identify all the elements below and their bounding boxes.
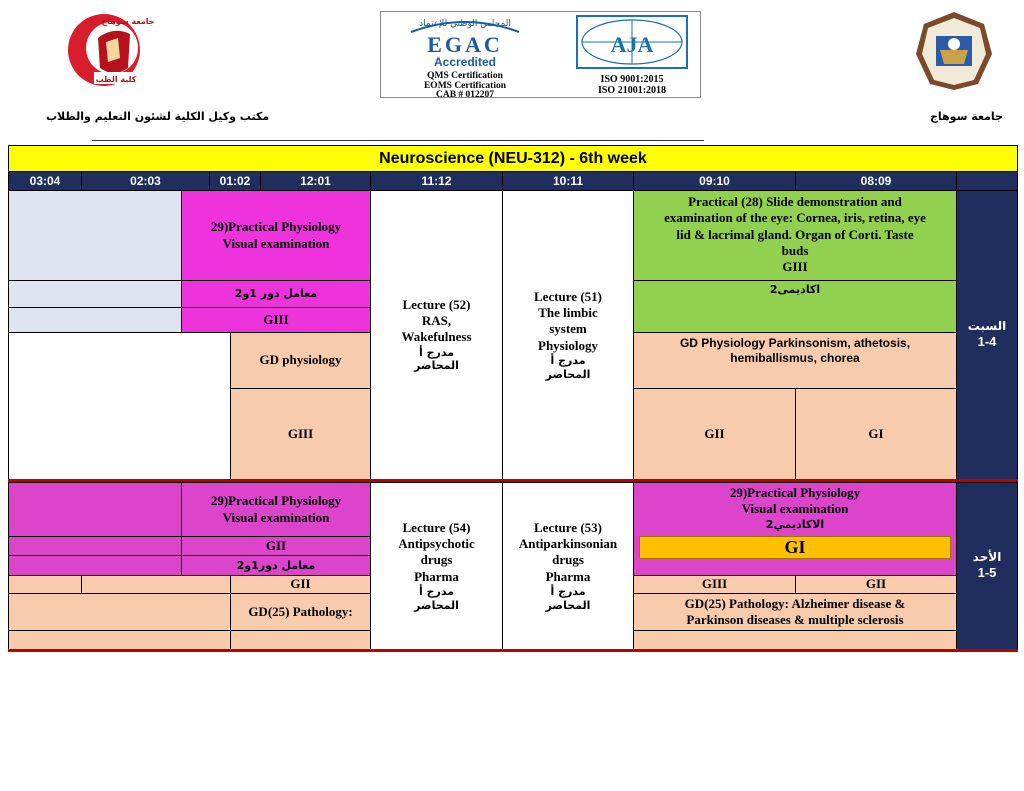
svg-text:ISO 21001:2018: ISO 21001:2018: [597, 85, 667, 96]
d2-gii-right: GII: [795, 575, 957, 594]
svg-text:EOMS Certification: EOMS Certification: [423, 81, 507, 91]
d2-gd-pathology: GD(25) Pathology:: [230, 593, 371, 631]
lecture-54-title: Lecture (54): [402, 519, 471, 535]
d1-practical-visual: 29)Practical Physiology Visual examination: [181, 190, 371, 281]
svg-text:جامعة سوهاج: جامعة سوهاج: [101, 17, 155, 26]
lecture-52-line3: Wakefulness: [401, 329, 472, 345]
lecture-52-hall-2: المحاضر: [414, 359, 459, 373]
d2-gi-bar: GI: [639, 536, 951, 559]
lecture-52-line2: RAS,: [421, 313, 452, 329]
time-03-04: 03:04: [8, 171, 82, 191]
lecture-54-line4: Pharma: [414, 568, 459, 584]
practical-28-line1: Practical (28) Slide demonstration and: [688, 194, 902, 209]
d1-gi: GI: [795, 388, 957, 480]
d2-gd-alz-line1: GD(25) Pathology: Alzheimer disease &: [684, 595, 906, 611]
practical-28-line3: lid & lacrimal gland. Organ of Corti. Taste: [676, 226, 914, 242]
d2-practical-visual-right: [633, 482, 957, 576]
svg-text:CAB # 012207: CAB # 012207: [435, 90, 495, 97]
day-saturday: [956, 190, 1018, 480]
lecture-54-hall: مدرج أ: [418, 584, 455, 598]
lecture-54-line3: drugs: [420, 552, 453, 568]
d2-gii-visual: GII: [181, 536, 371, 556]
timetable-title: Neuroscience (NEU-312) - 6th week: [8, 145, 1018, 172]
time-11-12: 11:12: [370, 171, 503, 191]
d2-gd-alzheimer: [633, 593, 957, 631]
d1-gd-physiology: GD physiology: [230, 332, 371, 389]
lecture-51-hall-2: المحاضر: [545, 367, 591, 381]
time-08-09: 08:09: [795, 171, 957, 191]
lecture-53-title: Lecture (53): [534, 519, 602, 535]
svg-text:كلية الطب: كلية الطب: [95, 75, 137, 84]
lecture-51-hall: مدرج أ: [550, 353, 586, 367]
lecture-53-line2: Antiparkinsonian: [518, 536, 618, 551]
day-sunday-name: الأحد: [972, 550, 1002, 565]
d2-prac-right-line2: Visual examination: [741, 501, 849, 517]
d2-empty-left-2: [8, 536, 182, 556]
d1-gd-parkinson: GD Physiology Parkinsonism, athetosis, hemiballismus, chorea: [633, 332, 957, 389]
lecture-54-hall-2: المحاضر: [414, 598, 459, 612]
lecture-53-line3: drugs: [552, 552, 584, 568]
d1-empty-left-2: [8, 280, 182, 308]
vice-dean-office: مكتب وكيل الكلية لشئون التعليم والطلاب: [46, 110, 270, 123]
lecture-51-title: Lecture (51): [534, 288, 602, 304]
d2-prac-right-line1: 29)Practical Physiology: [729, 485, 861, 500]
lecture-51-line2: The limbic: [538, 305, 598, 320]
d2-empty-peach-2: [81, 575, 231, 594]
lecture-53-hall: مدرج أ: [550, 584, 586, 598]
time-10-11: 10:11: [502, 171, 634, 191]
d2-empty-left-top: [8, 482, 182, 537]
day-saturday-name: السبت: [967, 319, 1007, 334]
d1-gii: GII: [633, 388, 796, 480]
day-sunday: [956, 482, 1018, 650]
d2-giii: GIII: [633, 575, 796, 594]
practical-28-line4: buds: [781, 242, 809, 258]
svg-text:AJA: AJA: [610, 32, 654, 57]
time-02-03: 02:03: [81, 171, 210, 191]
svg-text:QMS Certification: QMS Certification: [427, 71, 503, 81]
lecture-51-line3: system: [549, 321, 587, 337]
d1-lab-floor: معامل دور 1و2: [181, 280, 371, 308]
d2-empty-left-3: [8, 555, 182, 576]
d2-gii-peach: GII: [230, 575, 371, 594]
lecture-53-hall-2: المحاضر: [545, 598, 591, 612]
lecture-52-hall: مدرج أ: [418, 345, 455, 359]
practical-28-group: GIII: [782, 259, 808, 274]
d2-empty-peach-4: [8, 630, 231, 650]
time-day-header: [956, 171, 1018, 191]
d2-lecture-53: [502, 482, 634, 650]
day-saturday-code: 1-4: [977, 334, 997, 350]
table-bottom-line: [8, 649, 1018, 652]
d1-empty-left-top: [8, 190, 182, 281]
practical-28-line2: examination of the eye: Cornea, iris, retina, eye: [664, 210, 926, 226]
d1-practical-28: [633, 190, 957, 281]
d2-empty-peach-right: [633, 630, 957, 650]
lecture-51-line4: Physiology: [538, 337, 598, 353]
svg-text:ISO 9001:2015: ISO 9001:2015: [600, 74, 664, 85]
d2-lab-floor: معامل دور1و2: [181, 555, 371, 576]
lecture-53-line4: Pharma: [545, 568, 591, 584]
d1-giii-visual: GIII: [181, 307, 371, 333]
lecture-54-line2: Antipsychotic: [398, 536, 475, 551]
time-12-01: 12:01: [260, 171, 371, 191]
svg-text:EGAC: EGAC: [427, 32, 503, 57]
d2-empty-peach-1: [8, 575, 82, 594]
d2-empty-peach-3: [8, 593, 231, 631]
d2-gd-alz-line2: Parkinson diseases & multiple sclerosis: [686, 612, 904, 627]
time-01-02: 01:02: [209, 171, 261, 191]
d1-gd-giii: GIII: [230, 388, 371, 480]
day-sunday-code: 1-5: [977, 565, 997, 581]
d2-academy: الاكاديمي2: [765, 517, 825, 531]
d1-empty-left-3: [8, 307, 182, 333]
d1-empty-left-4: [8, 332, 231, 480]
d2-practical-visual: 29)Practical Physiology Visual examination: [181, 482, 371, 537]
time-09-10: 09:10: [633, 171, 796, 191]
d1-lecture-51: [502, 190, 634, 480]
d2-lecture-54: [370, 482, 503, 650]
university-name: جامعة سوهاج: [930, 110, 1003, 123]
d1-academy: اكاديمى2: [633, 280, 957, 333]
svg-text:Accredited: Accredited: [433, 55, 497, 69]
d2-empty-peach-5: [230, 630, 371, 650]
lecture-52-title: Lecture (52): [402, 296, 471, 312]
d1-lecture-52: [370, 190, 503, 480]
svg-text:المجلس الوطني للإعتماد: المجلس الوطني للإعتماد: [419, 19, 511, 29]
